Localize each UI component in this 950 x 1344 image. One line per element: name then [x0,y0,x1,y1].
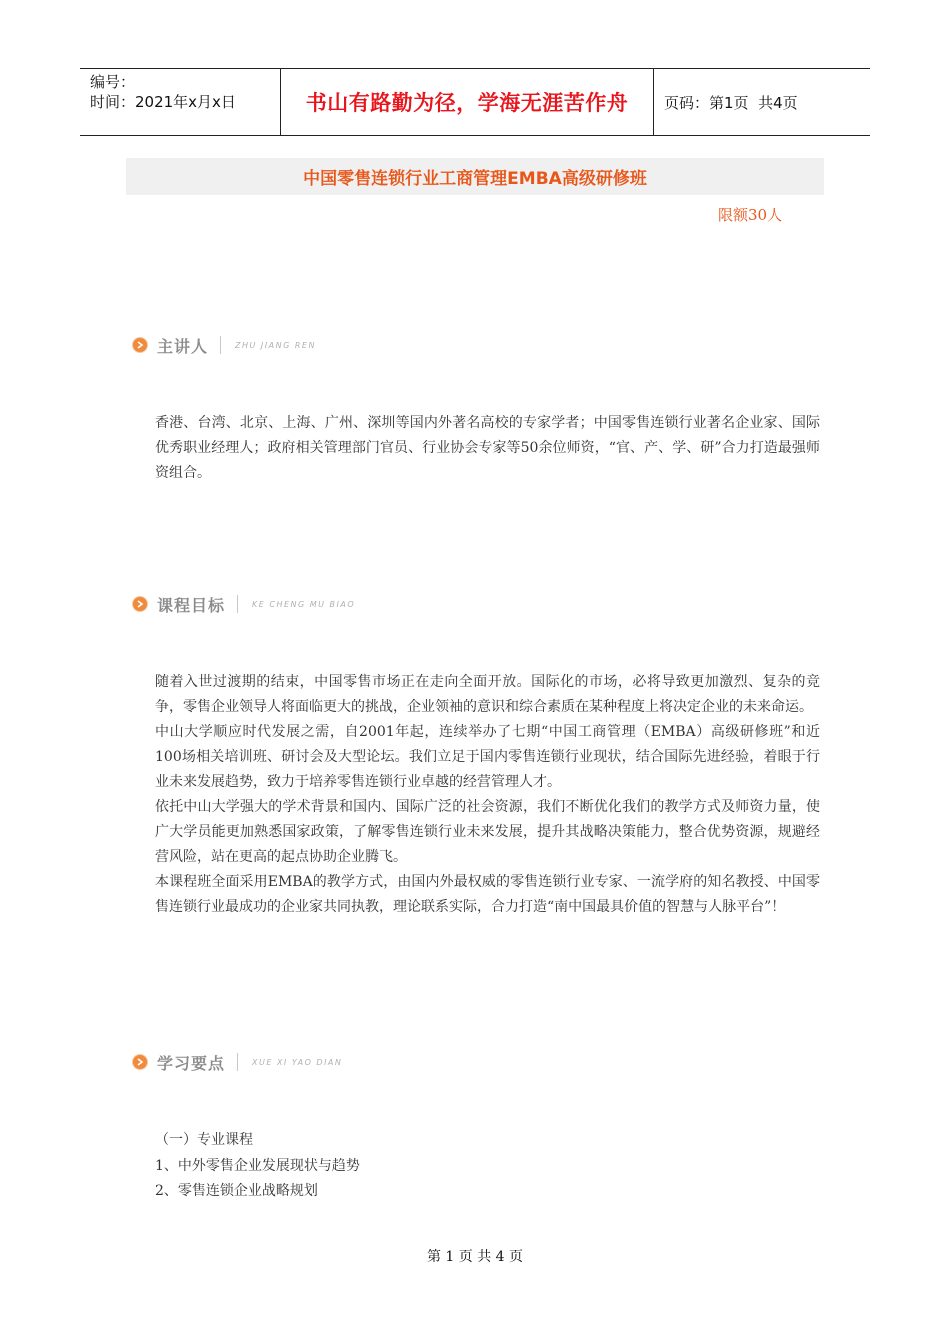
paragraph: 香港、台湾、北京、上海、广州、深圳等国内外著名高校的专家学者；中国零售连锁行业著名企业家、国际优秀职业经理人；政府相关管理部门官员、行业协会专家等50余位师资，“官、产、学、研”合力打造最强师资组合。 [155,415,820,481]
paragraph: 依托中山大学强大的学术背景和国内、国际广泛的社会资源，我们不断优化我们的教学方式及师资力量，使广大学员能更加熟悉国家政策，了解零售连锁行业未来发展，提升其战略决策能力，整合优势资源，规避经营风险，站在更高的起点协助企业腾飞。 [155,799,820,865]
section-heading-points [133,1050,342,1074]
header-motto: 书山有路勤为径，学海无涯苦作舟 [281,69,654,135]
points-list [155,1128,360,1205]
list-item: （一）专业课程 [155,1132,253,1148]
header-page-info: 页码：第1页 共4页 [664,93,798,112]
paragraph: 中山大学顺应时代发展之需，自2001年起，连续举办了七期“中国工商管理（EMBA）高级研修班”和近100场相关培训班、研讨会及大型论坛。我们立足于国内零售连锁行业现状，结合国际先进经验，着眼于行业未来发展趋势，致力于培养零售连锁行业卓越的经营管理人才。 [155,724,820,790]
goal-text [155,670,820,920]
divider [237,1053,238,1071]
divider [220,336,221,354]
speaker-text [155,411,820,486]
section-heading-goal [133,592,355,616]
header-table [80,68,870,136]
page-title: 中国零售连锁行业工商管理EMBA高级研修班 [126,158,824,195]
list-item: 2、零售连锁企业战略规划 [155,1183,318,1199]
arrow-right-icon [133,597,147,611]
divider [237,595,238,613]
section-pinyin: KE CHENG MU BIAO [252,599,356,609]
page-footer: 第 1 页 共 4 页 [426,1249,524,1265]
section-title: 主讲人 [157,336,209,356]
section-title: 课程目标 [157,595,226,615]
paragraph: 随着入世过渡期的结束，中国零售市场正在走向全面开放。国际化的市场，必将导致更加激烈、复杂的竞争，零售企业领导人将面临更大的挑战，企业领袖的意识和综合素质在某种程度上将决定企业的未来命运。 [155,674,820,715]
arrow-right-icon [133,338,147,352]
section-heading-speaker [133,333,316,357]
quota-label: 限额30人 [718,206,783,224]
number-label: 编号： [90,73,136,91]
section-pinyin: ZHU JIANG REN [235,340,316,350]
section-pinyin: XUE XI YAO DIAN [252,1057,343,1067]
paragraph: 本课程班全面采用EMBA的教学方式，由国内外最权威的零售连锁行业专家、一流学府的知名教授、中国零售连锁行业最成功的企业家共同执教，理论联系实际，合力打造“南中国最具价值的智慧与人脉平台”！ [155,874,820,915]
time-label: 时间：2021年x月x日 [90,93,236,111]
list-item: 1、中外零售企业发展现状与趋势 [155,1157,360,1174]
header-meta [80,69,281,135]
arrow-right-icon [133,1055,147,1069]
section-title: 学习要点 [157,1053,226,1073]
